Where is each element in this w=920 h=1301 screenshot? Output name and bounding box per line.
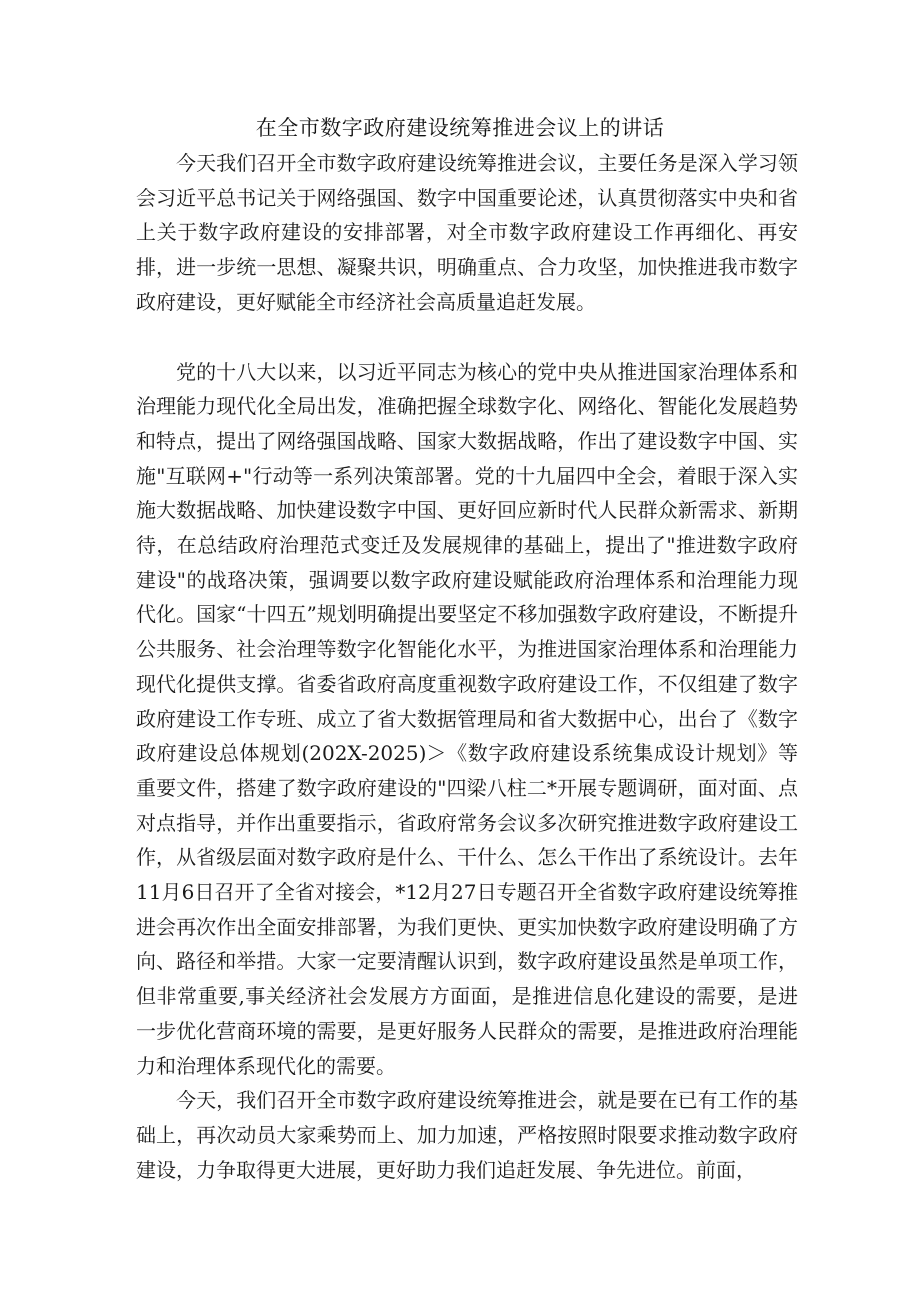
document-body [136, 146, 798, 1187]
paragraph-background: 党的十八大以来，以习近平同志为核心的党中央从推进国家治理体系和治理能力现代化全局出发，准确把握全球数字化、网络化、智能化发展趋势和特点，提出了网络强国战略、国家大数据战略，作出了建设数字中国、实施"互联网+"行动等一系列决策部署。党的十九届四中全会，着眼于深入实施大数据战略、加快建设数字中国、更好回应新时代人民群众新需求、新期待，在总结政府治理范式变迁及发展规律的基础上，提出了"推进数字政府建设"的战珞决策，强调要以数字政府建设赋能政府治理体系和治理能力现代化。国家“十四五”规划明确提出要坚定不移加强数字政府建设，不断提升公共服务、社会治理等数字化智能化水平，为推进国家治理体系和治理能力现代化提供支撑。省委省政府高度重视数字政府建设工作，不仅组建了数字政府建设工作专班、成立了省大数据管理局和省大数据中心，出台了《数字政府建设总体规划(202X-2025)＞《数字政府建设系统集成设计规划》等重要文件，搭建了数字政府建设的"四梁八柱二*开展专题调研，面对面、点对点指导，并作出重要指示，省政府常务会议多次研究推进数字政府建设工作，从省级层面对数字政府是什么、干什么、怎么干作出了系统设计。去年11月6日召开了全省对接会，*12月27日专题召开全省数字政府建设统筹推进会再次作出全面安排部署，为我们更快、更实加快数字政府建设明确了方向、路径和举措。大家一定要清醒认识到，数字政府建设虽然是单项工作，但非常重要,事关经济社会发展方方面面，是推进信息化建设的需要，是进一步优化营商环境的需要，是更好服务人民群众的需要，是推进政府治理能力和治理体系现代化的需要。 [136, 359, 798, 1078]
paragraph-spacer [136, 320, 798, 355]
paragraph-purpose: 今天，我们召开全市数字政府建设统筹推进会，就是要在已有工作的基础上，再次动员大家乘势而上、加力加速，严格按照时限要求推动数字政府建设，力争取得更大进展，更好助力我们追赶发展、争先进位。前面， [136, 1088, 798, 1182]
paragraph-opening: 今天我们召开全市数字政府建设统筹推进会议，主要任务是深入学习领会习近平总书记关于网络强国、数字中国重要论述，认真贯彻落实中央和省上关于数字政府建设的安排部署，对全市数字政府建设工作再细化、再安排，进一步统一思想、凝聚共识，明确重点、合力攻坚，加快推进我市数字政府建设，更好赋能全市经济社会高质量追赶发展。 [136, 151, 798, 314]
document-title: 在全市数字政府建设统筹推进会议上的讲话 [255, 116, 665, 140]
